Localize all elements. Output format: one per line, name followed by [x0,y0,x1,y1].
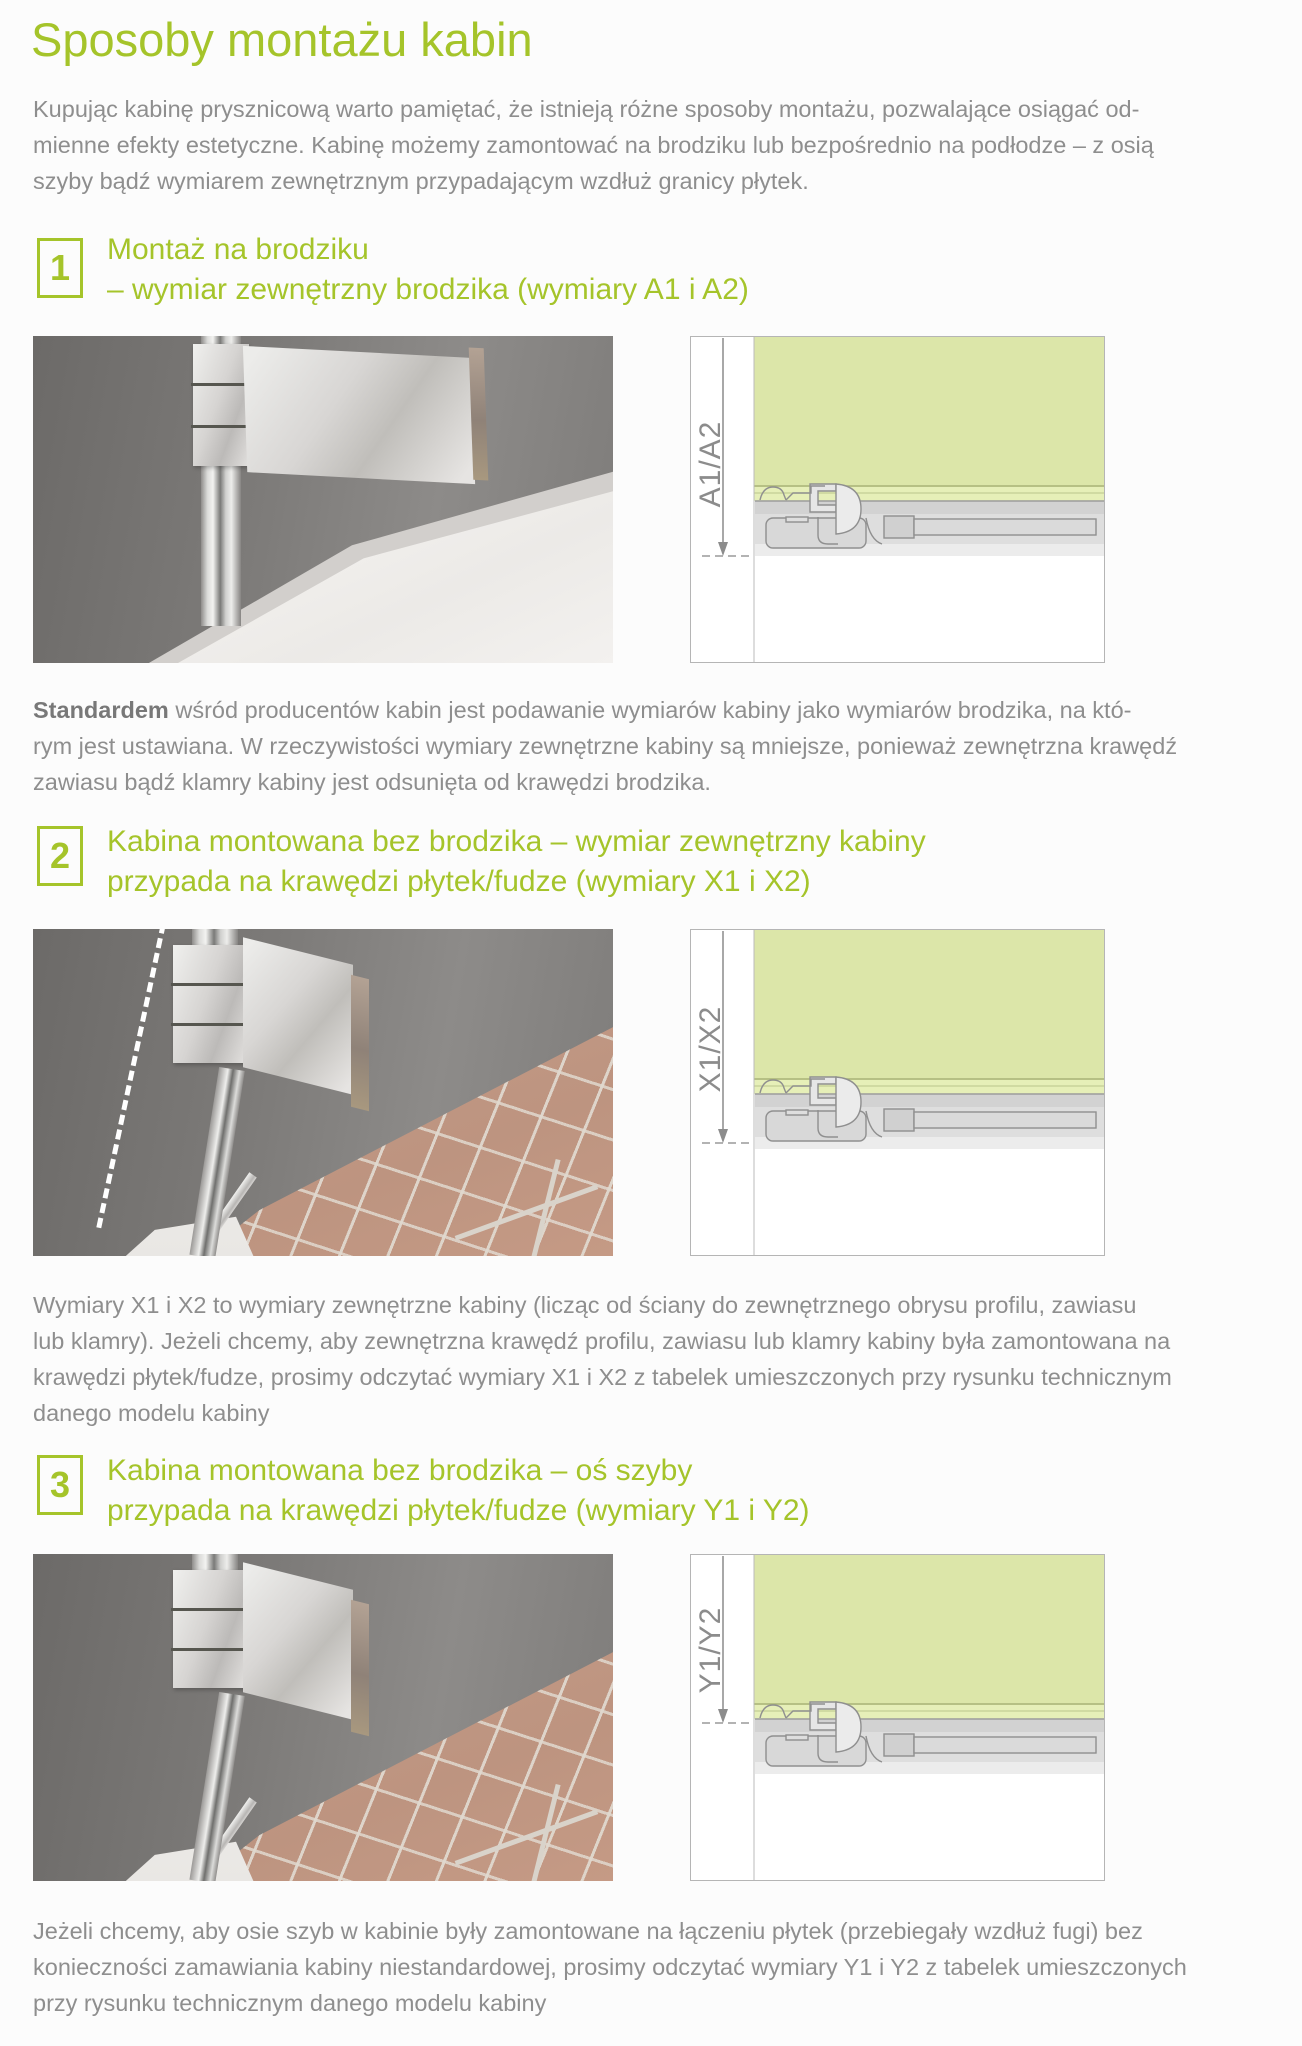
hinge-glass-plate [243,346,475,484]
text-line-rest: wśród producentów kabin jest podawanie wymiarów kabiny jako wymiarów brodzika, na któ- [168,697,1132,723]
hinge-knuckle-line [191,425,251,428]
hinge-glass-plate [243,1562,353,1719]
glass-panel-green [754,930,1104,1094]
hinge-glass-plate [243,937,353,1094]
text-line: lub klamry). Jeżeli chcemy, aby zewnętrzna krawędź profilu, zawiasu lub klamry kabiny była zamontowana na [33,1328,1171,1354]
heading-line: przypada na krawędzi płytek/fudze (wymiary Y1 i Y2) [107,1494,810,1527]
hinge-plate-edge [351,975,369,1111]
diagram-dimension-label: A1/A2 [694,420,727,508]
section-3-heading [107,1451,810,1531]
hinge-knuckle-line [171,1608,249,1611]
glass-panel-green [754,1555,1104,1719]
page-title: Sposoby montażu kabin [31,13,533,66]
mounting-diagram-glass-axis [690,1554,1105,1881]
heading-line: Kabina montowana bez brodzika – oś szyby [107,1454,693,1487]
text-line [33,692,1283,728]
hinge-knuckle-line [171,983,249,986]
diagram-dimension-label: Y1/Y2 [694,1606,727,1694]
heading-line: przypada na krawędzi płytek/fudze (wymiary X1 i X2) [107,865,811,898]
mounting-diagram-outer-edge [690,929,1105,1256]
section-number: 3 [49,1464,71,1505]
x-dimensions-paragraph [33,1287,1283,1431]
section-2-heading [107,822,926,902]
text-line: krawędzi płytek/fudze, prosimy odczytać wymiary X1 i X2 z tabelek umieszczonych przy rysunku technicznym [33,1364,1172,1390]
glass-panel-green [754,337,1104,501]
section-1-heading [107,230,749,310]
heading-line: – wymiar zewnętrzny brodzika (wymiary A1 i A2) [107,273,749,306]
standard-paragraph [33,692,1283,800]
text-line: szyby bądź wymiarem zewnętrznym przypadającym wzdłuż granicy płytek. [33,168,809,194]
section-number: 2 [49,835,71,876]
hinge-knuckle-line [191,383,251,386]
text-line: danego modelu kabiny [33,1400,270,1426]
hinge-wall-plate [173,1570,245,1688]
heading-line: Montaż na brodziku [107,233,369,266]
hinge-knuckle-line [171,1023,249,1026]
intro-paragraph [33,91,1283,199]
hinge-wall-plate [173,945,245,1063]
y-dimensions-paragraph [33,1913,1283,2021]
text-line: konieczności zamawiania kabiny niestandardowej, prosimy odczytać wymiary Y1 i Y2 z tabelek umieszczonych [33,1954,1187,1980]
text-line: mienne efekty estetyczne. Kabinę możemy zamontować na brodziku lub bezpośrednio na podłodze – z osią [33,132,1154,158]
text-line: rym jest ustawiana. W rzeczywistości wymiary zewnętrzne kabiny są mniejsze, ponieważ zewnętrzna krawędź [33,733,1178,759]
hinge-knuckle-line [171,1648,249,1651]
mounting-diagram-tray [690,336,1105,663]
text-line: Wymiary X1 i X2 to wymiary zewnętrzne kabiny (licząc od ściany do zewnętrznego obrysu profilu, zawiasu [33,1292,1137,1318]
hinge-wall-plate [193,344,249,466]
hinge-plate-edge [351,1600,369,1736]
section-1-number-badge [37,238,83,298]
text-line: zawiasu bądź klamry kabiny jest odsunięta od krawędzi brodzika. [33,769,711,795]
text-line: przy rysunku technicznym danego modelu kabiny [33,1990,547,2016]
section-number: 1 [49,247,71,288]
diagram-dimension-label: X1/X2 [694,1005,727,1093]
section-2-number-badge [37,826,83,886]
photo-mount-on-tray [33,336,613,663]
text-line: Jeżeli chcemy, aby osie szyb w kabinie były zamontowane na łączeniu płytek (przebiegały wzdłuż fugi) bez [33,1918,1143,1944]
photo-mount-on-tiles-outer-edge [33,929,613,1256]
section-3-number-badge [37,1455,83,1515]
text-line: Kupując kabinę prysznicową warto pamiętać, że istnieją różne sposoby montażu, pozwalające osiągać od- [33,96,1140,122]
lead-word: Standardem [33,697,169,723]
heading-line: Kabina montowana bez brodzika – wymiar zewnętrzny kabiny [107,825,926,858]
photo-mount-on-tiles-glass-axis [33,1554,613,1881]
